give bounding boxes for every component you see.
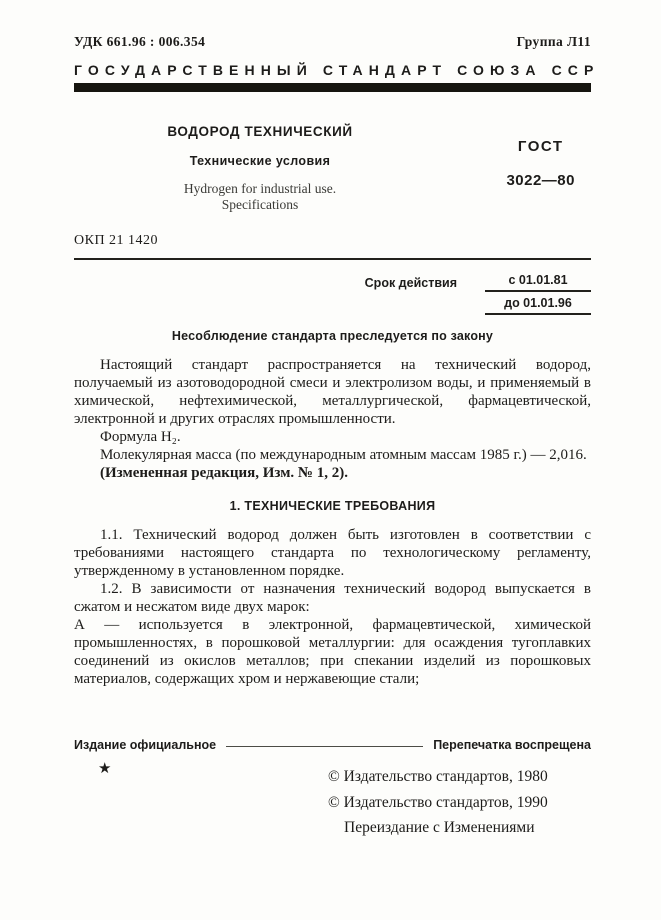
title-section: [74, 124, 591, 213]
page-footer: [74, 738, 591, 841]
section-1-title: 1. ТЕХНИЧЕСКИЕ ТРЕБОВАНИЯ: [229, 499, 436, 513]
paragraph-1-1: 1.1. Технический водород должен быть изготовлен в соответствии с требованиями настоящего стандарта по технологическому регламенту, утвержденному в установленном порядке.: [74, 527, 591, 579]
group-code: Группа Л11: [516, 34, 591, 49]
validity-from-date: с 01.01.81: [485, 273, 591, 292]
reprint-prohibited-label: Перепечатка воспрещена: [433, 738, 591, 752]
paragraph-1-2: 1.2. В зависимости от назначения технический водород выпускается в сжатом и несжатом виде двух марок:: [74, 581, 591, 615]
document-subtitle: Технические условия: [189, 154, 331, 168]
udk-code: УДК 661.96 : 006.354: [74, 34, 206, 49]
document-body: [74, 356, 591, 688]
copyright-1990: © Издательство стандартов, 1990: [328, 793, 548, 811]
top-codes-row: [74, 34, 591, 50]
title-column: [130, 124, 390, 213]
english-title: [130, 181, 390, 213]
footer-row: [74, 738, 591, 752]
legal-notice: Несоблюдение стандарта преследуется по закону: [171, 329, 494, 343]
copyright-1980: © Издательство стандартов, 1980: [328, 768, 548, 785]
document-title: ВОДОРОД ТЕХНИЧЕСКИЙ: [167, 124, 353, 139]
paragraph-scope: Настоящий стандарт распространяется на технический водород, получаемый из азотоводородной смеси и электролизом воды, и применяемый в химической, нефтехимической, металлургической, фармацевтической, электронной и других отраслях промышленности.: [74, 357, 591, 427]
paragraph-grade-a: А — используется в электронной, фармацевтической, химической промышленностях, в порошковой металлургии: для осаждения тугоплавких соединений из окислов металлов; при спекании изделий из порошковых материалов, содержащих хром и нержавеющие стали;: [74, 617, 591, 687]
paragraph-amendment-note: (Измененная редакция, Изм. № 1, 2).: [100, 465, 349, 481]
gost-designation: [506, 124, 575, 213]
footer-divider-line: [226, 746, 423, 747]
copyright-block: [328, 764, 591, 841]
paragraph-molecular-mass: Молекулярная масса (по международным атомным массам 1985 г.) — 2,016.: [100, 447, 587, 463]
validity-to-date: до 01.01.96: [485, 292, 591, 315]
divider-rule: [74, 258, 591, 260]
validity-label: Срок действия: [364, 276, 457, 290]
header-bar: [74, 83, 591, 92]
validity-block: [74, 273, 591, 315]
state-standard-heading: ГОСУДАРСТВЕННЫЙ СТАНДАРТ СОЮЗА ССР: [74, 62, 600, 78]
english-title-line1: Hydrogen for industrial use.: [183, 181, 337, 196]
english-title-line2: Specifications: [221, 197, 299, 212]
okp-code: ОКП 21 1420: [74, 233, 159, 248]
validity-dates: [485, 273, 591, 315]
gost-number: 3022—80: [506, 172, 575, 189]
reissue-note: Переиздание с Изменениями: [344, 819, 535, 836]
official-edition-label: Издание официальное: [74, 738, 217, 752]
star-icon: ★: [98, 761, 112, 777]
paragraph-formula: Формула Н₂.: [100, 429, 181, 445]
gost-label: ГОСТ: [517, 138, 564, 155]
